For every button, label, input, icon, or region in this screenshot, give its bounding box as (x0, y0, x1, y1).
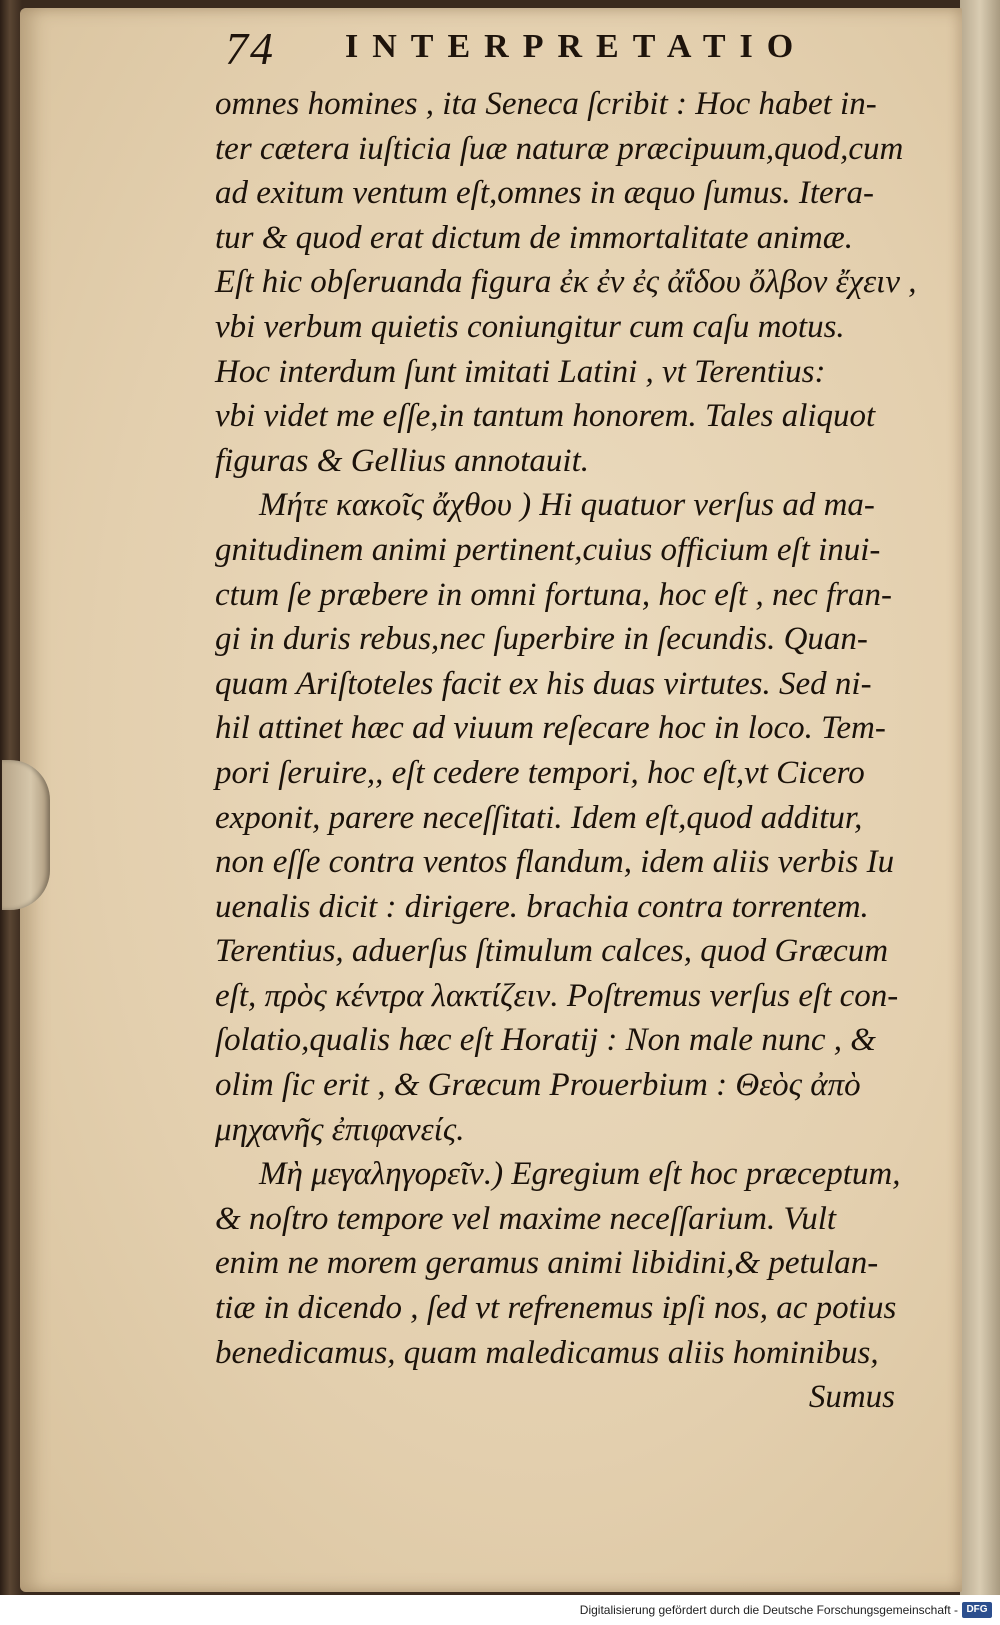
text-line: eſt, πρὸς κέντρα λακτίζειν. Poſtremus verſus eſt con- (215, 977, 899, 1014)
text-line: ter cætera iuſticia ſuæ naturæ præcipuum,quod,cum (215, 130, 904, 167)
page-header (225, 22, 865, 72)
text-line: exponit, parere neceſſitati. Idem eſt,quod additur, (215, 799, 863, 836)
text-line: ctum ſe præbere in omni fortuna, hoc eſt , nec fran- (215, 576, 892, 613)
text-line: olim ſic erit , & Græcum Prouerbium : Θεὸς ἀπὸ (215, 1067, 861, 1104)
text-line: gi in duris rebus,nec ſuperbire in ſecundis. Quan- (215, 621, 868, 658)
text-line: non eſſe contra ventos flandum, idem aliis verbis Iu (215, 844, 895, 881)
page-number: 74 (225, 23, 275, 74)
text-line: hil attinet hæc ad viuum reſecare hoc in loco. Tem- (215, 710, 886, 747)
text-line: vbi videt me eſſe,in tantum honorem. Tales aliquot (215, 398, 876, 435)
text-line: uenalis dicit : dirigere. brachia contra torrentem. (215, 888, 869, 925)
text-line: μηχανῆς ἐπιφανείς. (215, 1111, 465, 1148)
page-stack-edge (960, 0, 1000, 1595)
text-line: ſolatio,qualis hæc eſt Horatij : Non male nunc , & (215, 1022, 876, 1059)
text-line: quam Ariſtoteles facit ex his duas virtutes. Sed ni- (215, 665, 872, 702)
body-text (215, 82, 915, 1420)
funding-credit: Digitalisierung gefördert durch die Deutsche Forschungsgemeinschaft - (579, 1603, 958, 1617)
text-line: tur & quod erat dictum de immortalitate animæ. (215, 219, 853, 256)
clasp-tab (2, 760, 50, 910)
text-line: benedicamus, quam maledicamus aliis hominibus, (215, 1334, 879, 1371)
text-line: Eſt hic obſeruanda figura ἐκ ἐν ἐς ἀΐδου ὄλβον ἔχειν , (215, 264, 917, 301)
text-line: figuras & Gellius annotauit. (215, 442, 590, 479)
running-head: INTERPRETATIO (345, 28, 808, 65)
text-line: tiæ in dicendo , ſed vt refrenemus ipſi nos, ac potius (215, 1290, 897, 1327)
text-line: gnitudinem animi pertinent,cuius officium eſt inui- (215, 531, 881, 568)
text-line: ad exitum ventum eſt,omnes in æquo ſumus. Itera- (215, 175, 874, 212)
text-line: pori ſeruire,, eſt cedere tempori, hoc eſt,vt Cicero (215, 754, 865, 791)
text-line: Terentius, aduerſus ſtimulum calces, quod Græcum (215, 933, 889, 970)
text-line: Hoc interdum ſunt imitati Latini , vt Terentius: (215, 353, 826, 390)
paragraph-start-line: Μὴ μεγαληγορεῖν.) Egregium eſt hoc præceptum, (259, 1156, 901, 1193)
text-line: enim ne morem geramus animi libidini,& petulan- (215, 1245, 879, 1282)
footer-bar (0, 1595, 1000, 1625)
text-line: omnes homines , ita Seneca ſcribit : Hoc habet in- (215, 86, 877, 122)
text-line: vbi verbum quietis coniungitur cum caſu motus. (215, 308, 845, 345)
catchword: Sumus (808, 1379, 895, 1416)
paragraph-start-line: Μήτε κακοῖς ἄχθου ) Hi quatuor verſus ad ma- (259, 487, 875, 524)
text-line: & noſtro tempore vel maxime neceſſarium. Vult (215, 1200, 837, 1237)
dfg-logo: DFG (962, 1602, 992, 1618)
